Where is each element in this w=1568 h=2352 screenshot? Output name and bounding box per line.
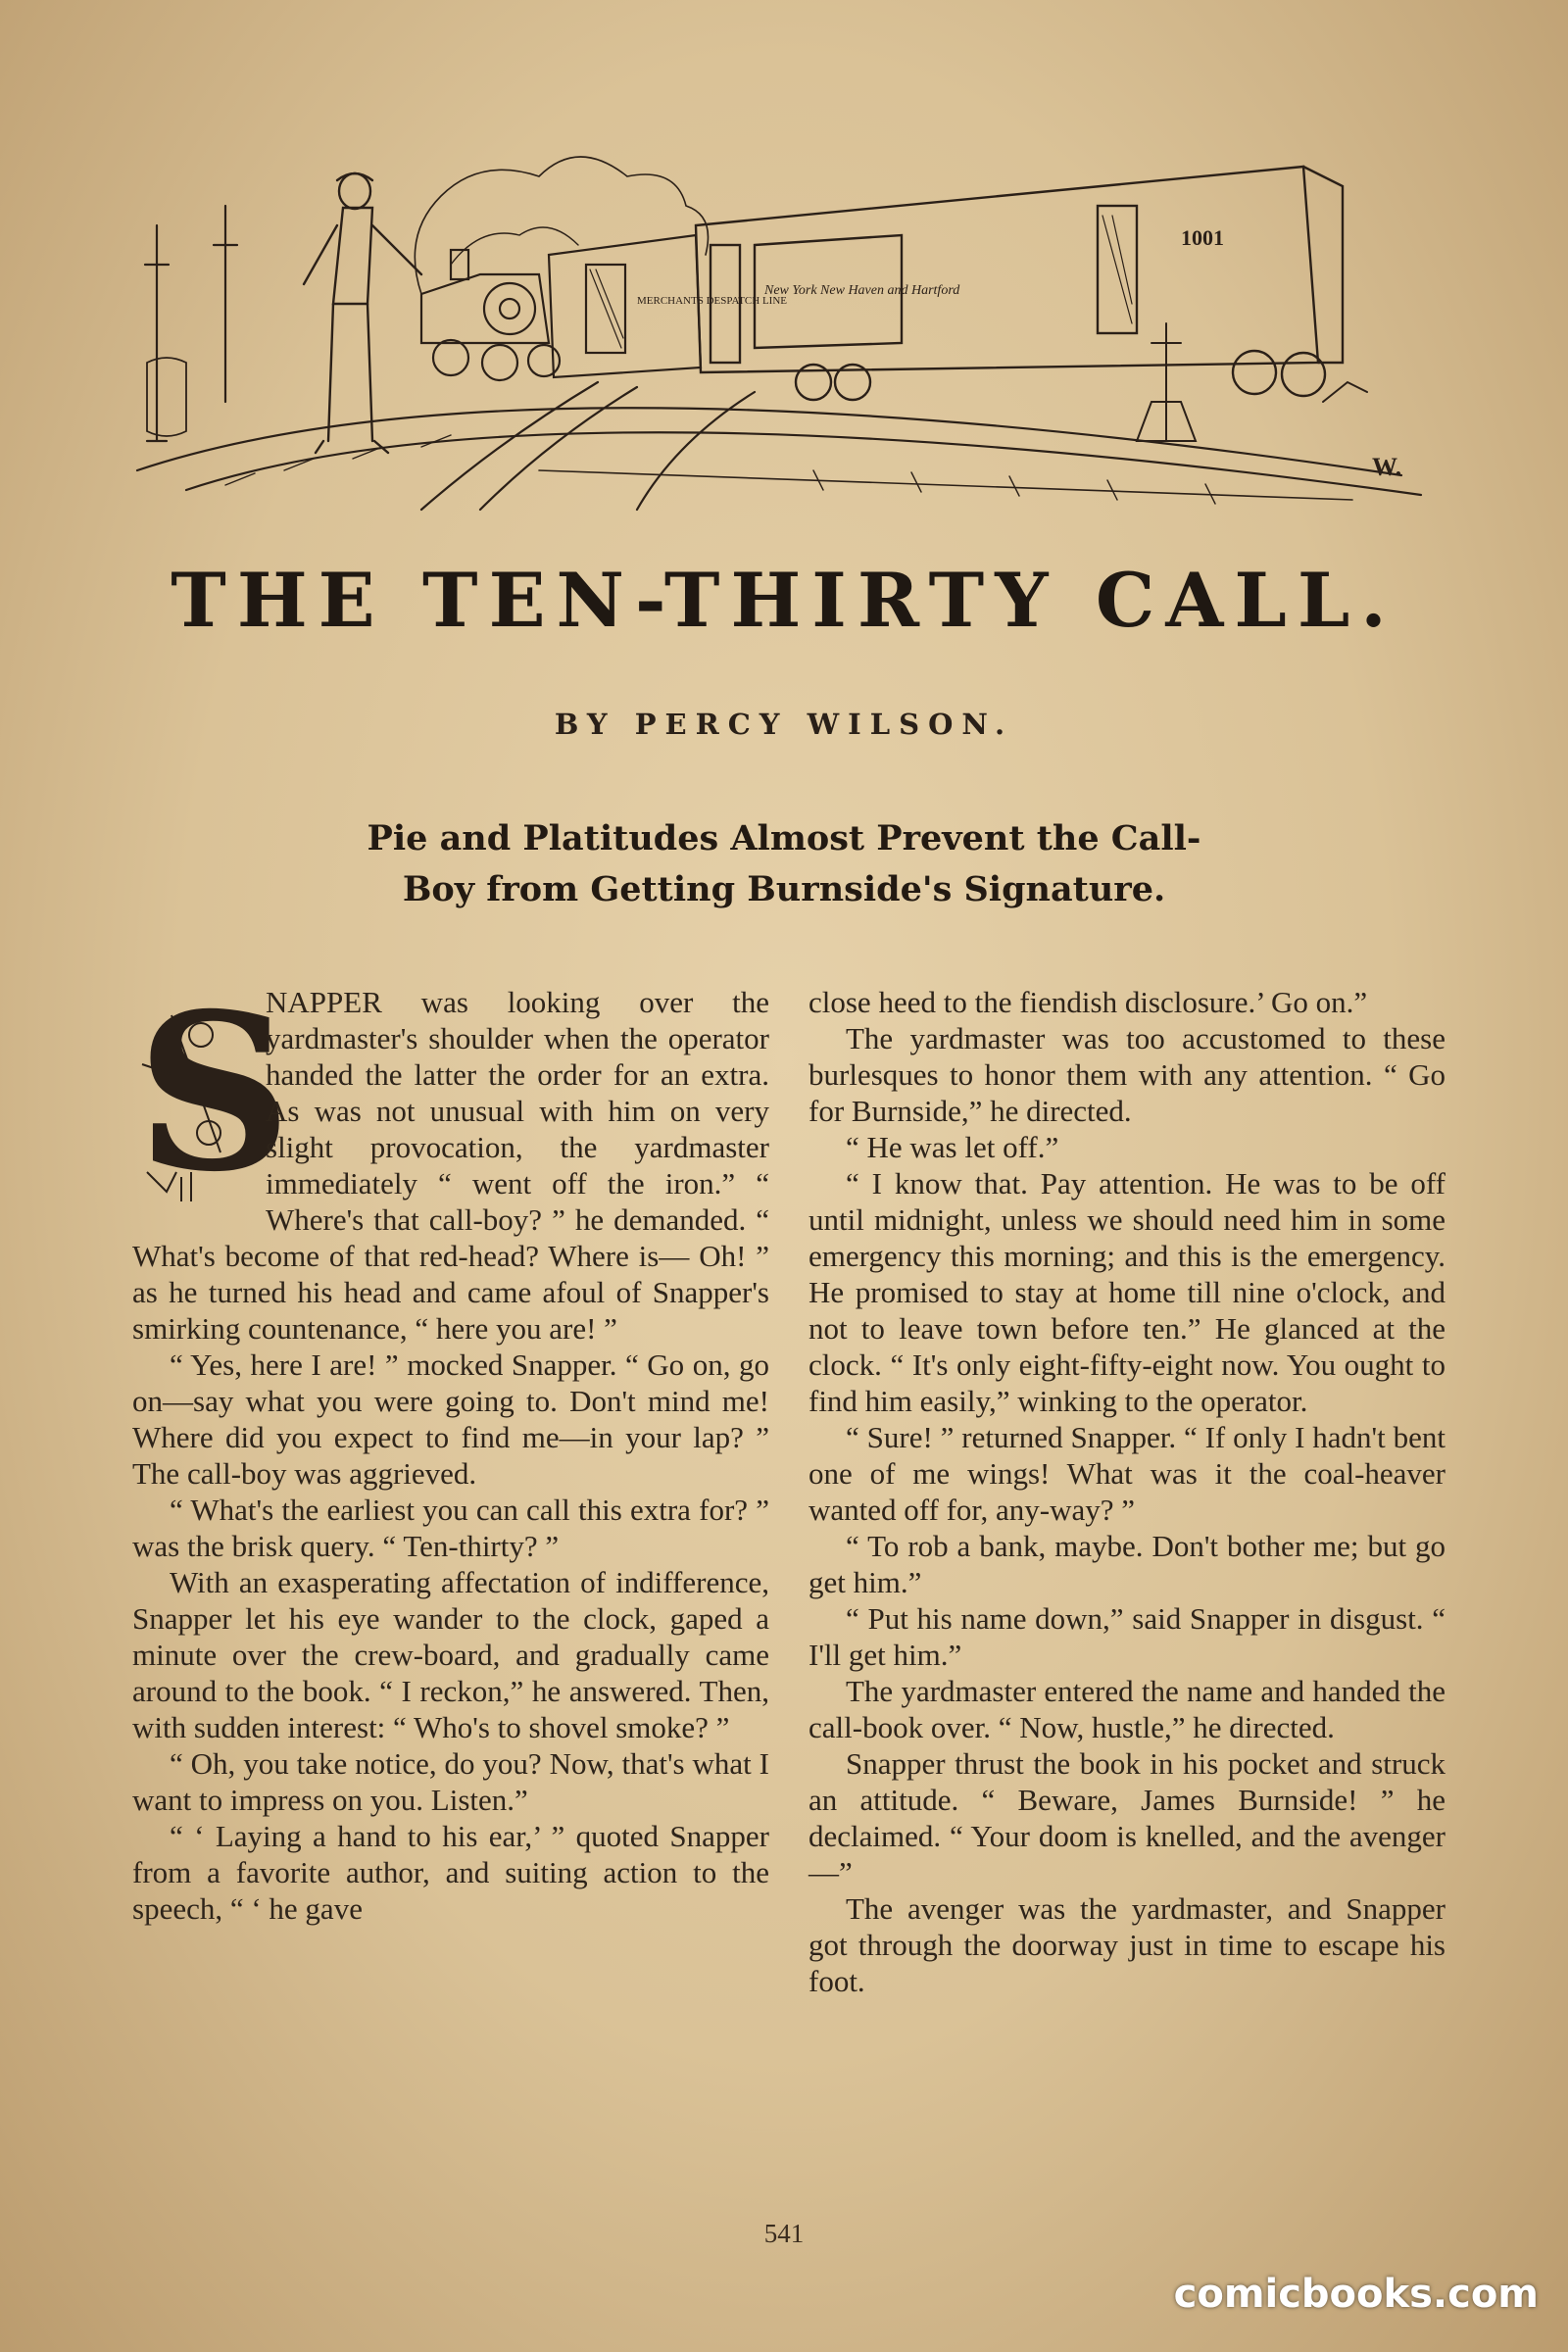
paragraph: With an exasperating affectation of indifference, Snapper let his eye wander to the clock, gaped a minute over the crew-board, and gradually came around to the book. “ I reckon,” he answered. Then, with sudden interest: “ Who's to shovel smoke? ” xyxy=(132,1565,769,1744)
page-number: 541 xyxy=(763,2219,805,2248)
watermark-logo: comicbooks.com xyxy=(1173,2272,1539,2317)
right-column xyxy=(808,984,1446,1999)
paragraph: “ What's the earliest you can call this extra for? ” was the brisk query. “ Ten-thirty? ” xyxy=(132,1493,769,1563)
header-illustration-train-yard xyxy=(127,147,1441,510)
artist-mark: W. xyxy=(1372,453,1402,481)
paragraph: The yardmaster entered the name and handed the call-book over. “ Now, hustle,” he directed. xyxy=(808,1674,1446,1744)
paragraph: Snapper thrust the book in his pocket and struck an attitude. “ Beware, James Burnside! ” he declaimed. “ Your doom is knelled, and the avenger—” xyxy=(808,1746,1446,1889)
car-label-text: MERCHANTS DESPATCH LINE xyxy=(637,295,788,307)
paragraph: “ Sure! ” returned Snapper. “ If only I hadn't bent one of me wings! What was it the coal-heaver wanted off for, any-way? ” xyxy=(808,1420,1446,1527)
paragraph: “ Put his name down,” said Snapper in disgust. “ I'll get him.” xyxy=(808,1601,1446,1672)
paragraph: “ He was let off.” xyxy=(846,1130,1059,1164)
paragraph: “ ‘ Laying a hand to his ear,’ ” quoted Snapper from a favorite author, and suiting action to the speech, “ ‘ he gave xyxy=(132,1819,769,1926)
paragraph: “ I know that. Pay attention. He was to be off until midnight, unless we should need him in some emergency this morning; and this is the emergency. He promised to stay at home till nine o'clock, and not to leave town before ten.” He glanced at the clock. “ It's only eight-fifty-eight now. You ought to find him easily,” winking to the operator. xyxy=(808,1166,1446,1418)
paragraph: “ Oh, you take notice, do you? Now, that's what I want to impress on you. Listen.” xyxy=(132,1746,769,1817)
paragraph: NAPPER was looking over the yardmaster's shoulder when the operator handed the latter the order for an extra. As was not unusual with him on very slight provocation, the yardmaster immediately “ went off the iron.” “ Where's that call-boy? ” he demanded. “ What's become of that red-head? Where is— Oh! ” as he turned his head and came afoul of Snapper's smirking countenance, “ here you are! ” xyxy=(132,985,769,1346)
left-column xyxy=(132,965,769,1927)
paragraph: close heed to the fiendish disclosure.’ Go on.” xyxy=(808,985,1368,1019)
paragraph: “ Yes, here I are! ” mocked Snapper. “ Go on, go on—say what you were going to. Don't mind me! Where did you expect to find me—in your lap? ” The call-boy was aggrieved. xyxy=(132,1348,769,1491)
article-subtitle: Pie and Platitudes Almost Prevent the Call-Boy from Getting Burnside's Signature. xyxy=(367,818,1201,909)
paragraph: The yardmaster was too accustomed to these burlesques to honor them with any attention. “ Go for Burnside,” he directed. xyxy=(808,1021,1446,1128)
drop-cap-s-ornament xyxy=(132,965,292,1219)
article-title: THE TEN-THIRTY CALL. xyxy=(171,557,1397,644)
paragraph: “ To rob a bank, maybe. Don't bother me; but go get him.” xyxy=(808,1529,1446,1599)
paragraph: The avenger was the yardmaster, and Snapper got through the doorway just in time to escape his foot. xyxy=(808,1891,1446,1998)
boxcar-number-text: 1001 xyxy=(1181,225,1224,250)
boxcar-label-text: New York New Haven and Hartford xyxy=(764,283,960,298)
article-byline: BY PERCY WILSON. xyxy=(554,708,1014,741)
drop-cap-letter: S xyxy=(136,965,292,1219)
